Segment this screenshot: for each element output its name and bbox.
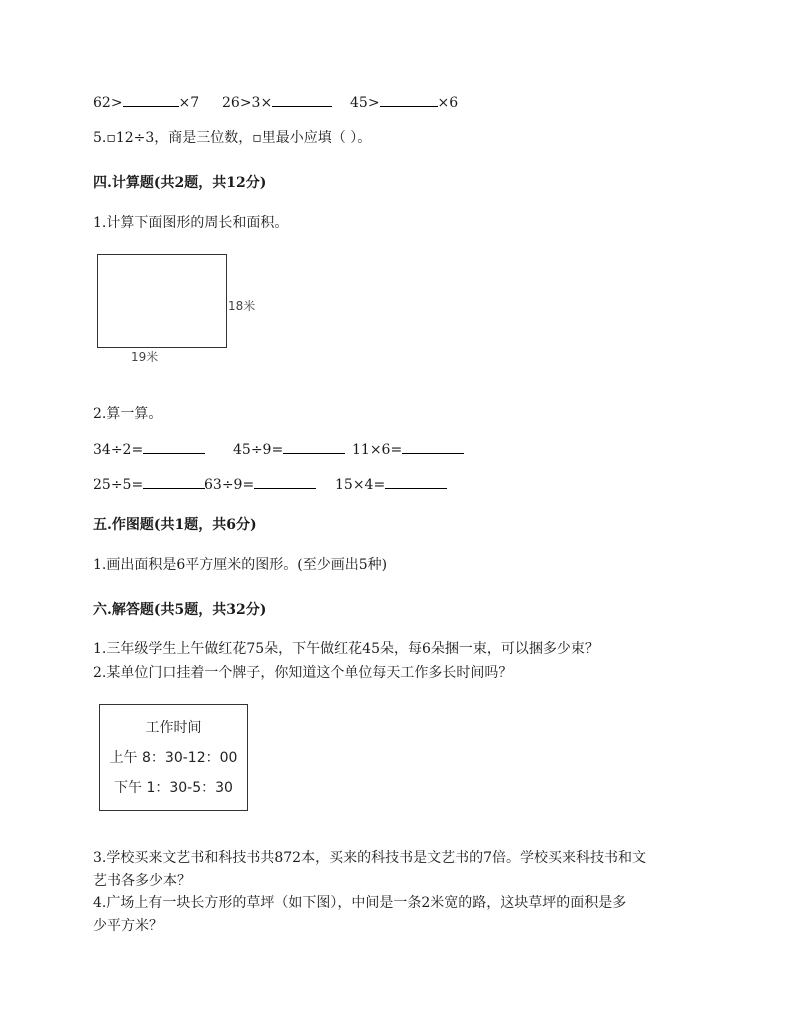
calc-item [93, 441, 205, 459]
section-5-title: 五.作图题(共1题，共6分) [93, 517, 257, 533]
work-hours-sign [99, 704, 248, 811]
section-4-title: 四.计算题(共2题，共12分) [93, 175, 267, 191]
section-6-question-4-line-1: 4.广场上有一块长方形的草坪（如下图），中间是一条2米宽的路，这块草坪的面积是多 [93, 895, 627, 911]
calc-item [204, 476, 316, 494]
inequality-b-prefix: 26>3× [222, 95, 273, 111]
section-5-question-1: 1.画出面积是6平方厘米的图形。(至少画出5种) [93, 557, 388, 573]
answer-blank[interactable] [283, 441, 345, 454]
sign-afternoon-hours: 下午 1：30-5：30 [114, 780, 233, 796]
answer-blank[interactable] [123, 94, 179, 107]
sign-morning-hours: 上午 8：30-12：00 [109, 750, 238, 766]
section-4-question-1: 1.计算下面图形的周长和面积。 [93, 215, 289, 231]
calc-expression: 45÷9= [233, 442, 284, 458]
calc-expression: 11×6= [352, 442, 403, 458]
calc-expression: 63÷9= [204, 477, 255, 493]
calc-expression: 15×4= [335, 477, 386, 493]
section-6-question-1: 1.三年级学生上午做红花75朵，下午做红花45朵，每6朵捆一束，可以捆多少束？ [93, 641, 599, 657]
inequality-c [350, 94, 458, 112]
answer-blank[interactable] [402, 441, 464, 454]
calc-item [93, 476, 205, 494]
inequality-b [222, 94, 332, 112]
answer-blank[interactable] [272, 94, 332, 107]
answer-blank[interactable] [380, 94, 438, 107]
section-6-question-2: 2.某单位门口挂着一个牌子，你知道这个单位每天工作多长时间吗？ [93, 665, 513, 681]
answer-blank[interactable] [254, 476, 316, 489]
section-6-question-3-line-2: 艺书各多少本？ [93, 873, 191, 889]
inequality-a-suffix: ×7 [178, 95, 200, 111]
answer-blank[interactable] [385, 476, 447, 489]
rectangle-side-label: 18米 [228, 299, 256, 313]
calc-item [352, 441, 464, 459]
calc-item [335, 476, 447, 494]
section-6-title: 六.解答题(共5题，共32分) [93, 602, 267, 618]
answer-blank[interactable] [143, 441, 205, 454]
inequality-a-prefix: 62> [93, 95, 123, 111]
answer-blank[interactable] [143, 476, 205, 489]
sign-title: 工作时间 [145, 720, 202, 736]
question-5: 5.▫12÷3，商是三位数，▫里最小应填（ ）。 [93, 130, 372, 146]
section-6-question-4-line-2: 少平方米？ [93, 918, 163, 934]
rectangle-bottom-label: 19米 [131, 350, 159, 364]
calc-expression: 25÷5= [93, 477, 144, 493]
inequality-c-suffix: ×6 [437, 95, 459, 111]
calc-expression: 34÷2= [93, 442, 144, 458]
rectangle-figure [97, 254, 227, 348]
inequality-c-prefix: 45> [350, 95, 380, 111]
section-4-question-2: 2.算一算。 [93, 406, 163, 422]
calc-item [233, 441, 345, 459]
section-6-question-3-line-1: 3.学校买来文艺书和科技书共872本，买来的科技书是文艺书的7倍。学校买来科技书和文 [93, 850, 646, 866]
inequality-a [93, 94, 199, 112]
